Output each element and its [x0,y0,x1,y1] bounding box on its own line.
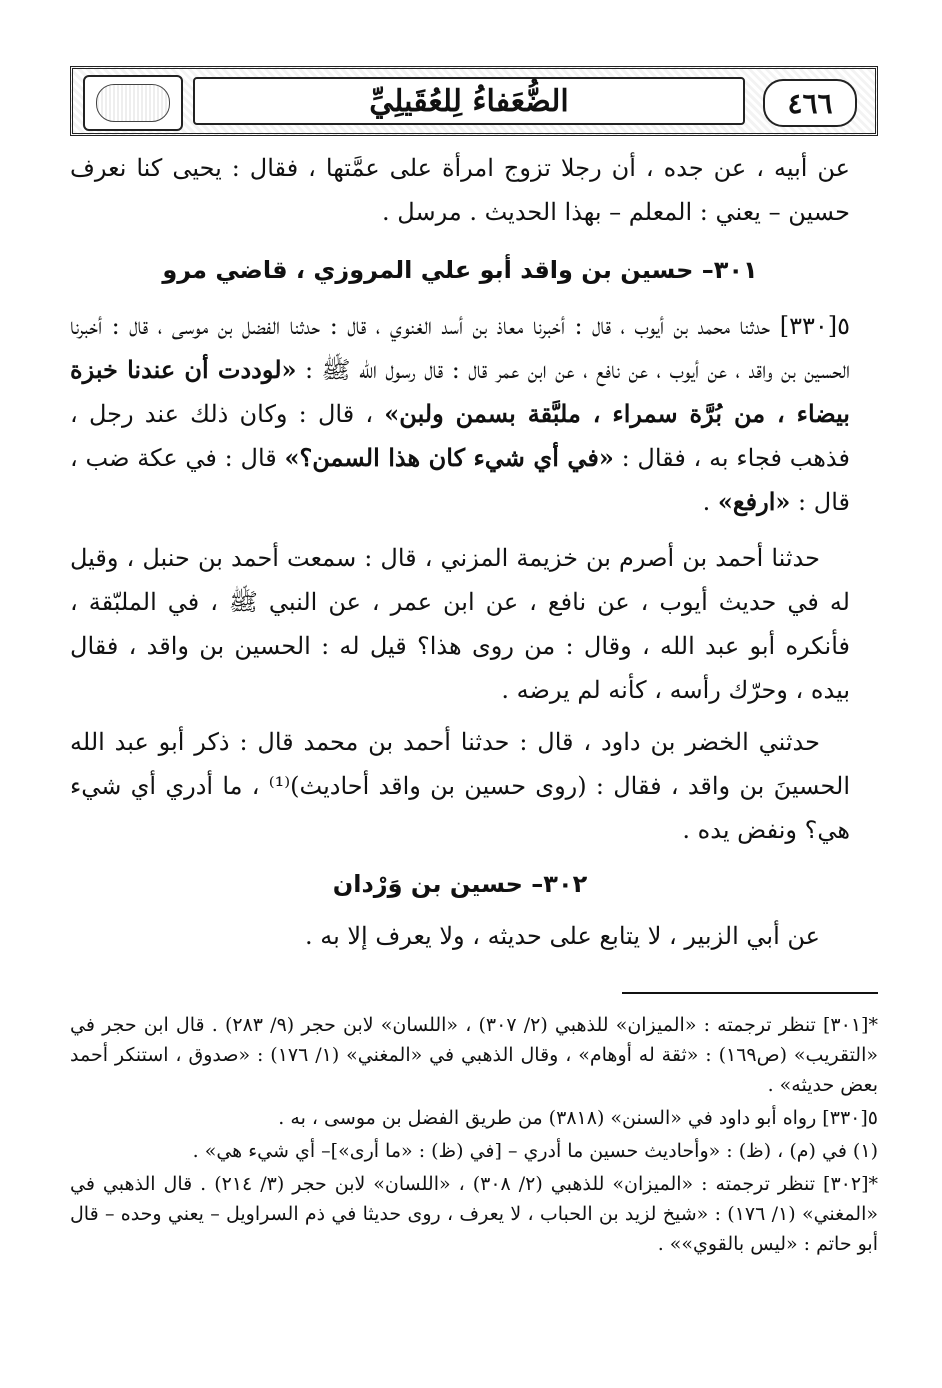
paragraph-2-part-e: قال : في عكة ضب ، قال : [70,444,850,516]
paragraph-4: حدثني الخضر بن داود ، قال : حدثنا أحمد بن محمد قال : ذكر أبو عبد الله الحسينَ بن واقد ، فقال : (روى حسين بن واقد أحاديث)⁽¹⁾ ، ما أدري أي شيء هي؟ ونفض يده . [70,728,850,844]
footnote-301: *[٣٠١] تنظر ترجمته : «الميزان» للذهبي (٢/ ٣٠٧) ، «اللسان» لابن حجر (٩/ ٢٨٣) . قال ابن حجر في «التقريب» (ص١٦٩) : «ثقة له أوهام» ، وقال الذهبي في «المغني» (١/ ١٧٦) : «صدوق ، استنكر أحمد بعض حديثه» . [70,1014,878,1096]
entry-heading-302: ٣٠٢– حسين بن وَرْدان [332,870,588,898]
entry-heading-301: ٣٠١– حسين بن واقد أبو علي المروزي ، قاضي مرو [162,256,758,284]
hadith-quote-1: «لوددت أن عندنا خبزة بيضاء ، من بُرَّة سمراء ، ملبَّقة بسمن ولبن» [70,355,850,428]
seal-ornament [96,84,170,122]
page-header [70,66,878,136]
paragraph-1: عن أبيه ، عن جده ، أن رجلا تزوج امرأة على عمَّتها ، فقال : يحيى كنا نعرف حسين – يعني : المعلم – بهذا الحديث . مرسل . [70,154,850,226]
paragraph-2-part-c: ، قال : وكان ذلك عند رجل ، فذهب فجاء به ، فقال : [70,400,850,472]
paragraph-2-part-a: ٥[٣٣٠] حدثنا محمد بن أيوب ، قال : أخبرنا معاذ بن أسد الغنوي ، قال : حدثنا الفضل بن موسى ، قال : أخبرنا الحسين بن واقد ، عن أيوب ، عن نافع ، عن ابن عمر قال : قال رسول الله ﷺ : [70,312,850,384]
series-seal [83,75,183,131]
paragraph-3: حدثنا أحمد بن أصرم بن خزيمة المزني ، قال : سمعت أحمد بن حنبل ، وقيل له في حديث أيوب ، عن نافع ، عن ابن عمر ، عن النبي ﷺ ، في الملبّقة ، فأنكره أبو عبد الله ، وقال : من روى هذا؟ قيل له : الحسين بن واقد ، فقال بيده ، وحرّك رأسه ، كأنه لم يرضه . [70,544,850,704]
paragraph-2 [70,304,850,524]
hadith-quote-3: «ارفع» [717,487,791,516]
header-title-box [193,77,745,125]
footnote-divider [622,992,878,994]
footnotes [70,1010,878,1262]
page-number-box [763,79,857,127]
paragraph-2-part-g: . [702,488,718,516]
footnote-1: (١) في (م) ، (ظ) : «وأحاديث حسين ما أدري – [في (ظ) : «ما أرى»]– أي شيء هي» . [192,1140,878,1162]
footnote-330: ٥[٣٣٠] رواه أبو داود في «السنن» (٣٨١٨) من طريق الفضل بن موسى ، به . [278,1107,878,1129]
page-number: ٤٦٦ [787,86,833,120]
main-text [70,146,850,958]
footnote-302: *[٣٠٢] تنظر ترجمته : «الميزان» للذهبي (٢/ ٣٠٨) ، «اللسان» لابن حجر (٣/ ٢١٤) . قال الذهبي في «المغني» (١/ ١٧٦) : «شيخ لزيد بن الحباب ، لا يعرف ، روى حديثا في ذم السراويل – يعني وحده – قال أبو حاتم : «ليس بالقوي»» . [70,1173,878,1255]
book-title: الضُّعَفاءُ لِلعُقَيلِيِّ [369,83,569,119]
paragraph-5: عن أبي الزبير ، لا يتابع على حديثه ، ولا يعرف إلا به . [304,922,820,950]
hadith-quote-2: «في أي شيء كان هذا السمن؟» [284,443,614,472]
